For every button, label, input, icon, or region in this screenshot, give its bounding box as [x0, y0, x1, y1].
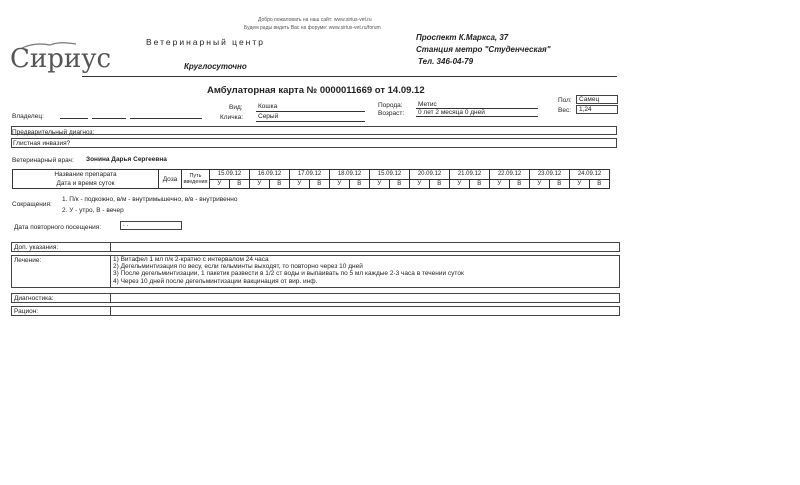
- nickname-label: Кличка:: [220, 114, 244, 121]
- col-route-header: Путь введения: [182, 170, 210, 189]
- diagnosis-label: Предварительный диагноз:: [12, 129, 95, 136]
- abbreviations-label: Сокращения:: [12, 201, 52, 208]
- morning-cell: У: [530, 179, 550, 189]
- date-header-6: 21.09.12: [450, 170, 490, 180]
- col-drug-header: [13, 170, 159, 189]
- morning-cell: У: [210, 179, 230, 189]
- morning-cell: У: [490, 179, 510, 189]
- date-header-8: 23.09.12: [530, 170, 570, 180]
- weight-box: [576, 105, 618, 114]
- morning-cell: У: [290, 179, 310, 189]
- diagnostics-label: Диагностика:: [14, 295, 54, 302]
- date-header-7: 22.09.12: [490, 170, 530, 180]
- logo-text: Сириус: [10, 44, 112, 74]
- evening-cell: В: [309, 179, 329, 189]
- sex-value: Самец: [579, 96, 600, 103]
- clinic-metro: Станция метро "Студенческая": [416, 45, 551, 54]
- evening-cell: В: [429, 179, 449, 189]
- weight-value: 1,24: [579, 106, 592, 113]
- morning-cell: У: [450, 179, 470, 189]
- schedule-table: [12, 169, 610, 189]
- evening-cell: В: [349, 179, 369, 189]
- breed-value: Метис: [418, 101, 437, 108]
- date-header-2: 17.09.12: [290, 170, 330, 180]
- treatment-label: Лечение:: [14, 257, 42, 264]
- age-line: [416, 116, 538, 117]
- treatment-row: [11, 255, 620, 288]
- sex-label: Пол:: [558, 97, 572, 104]
- evening-cell: В: [389, 179, 409, 189]
- morning-cell: У: [410, 179, 430, 189]
- species-line: [256, 111, 365, 112]
- morning-cell: У: [250, 179, 270, 189]
- abbreviation-1: 1. П/к - подкожно, в/м - внутримышечно, в/в - внутривенно: [62, 196, 238, 203]
- site-notice: Добро пожаловать на наш сайт: www.sirius-vet.ru: [258, 17, 372, 23]
- doctor-label: Ветеринарный врач:: [12, 157, 74, 164]
- revisit-value: . .: [123, 221, 129, 228]
- diet-separator: [110, 307, 111, 315]
- clinic-hours: Круглосуточно: [184, 62, 247, 71]
- diagnosis-value: Глистная инвазия?: [13, 140, 71, 147]
- col-drug-label: Название препарата: [54, 171, 117, 178]
- evening-cell: В: [509, 179, 529, 189]
- extra-notes-row: [11, 242, 620, 252]
- forum-notice: Будем рады видеть Вас на форуме: www.sirius-vet.ru/forum: [244, 25, 381, 31]
- treatment-line-3: 3) После дегельминтизации, 1 пакетик развести в 1/2 ст воды и выпаивать по 5 мл каждые 2-3 часа в течении суток: [113, 270, 464, 277]
- diagnosis-top-box: [11, 126, 617, 135]
- treatment-line-2: 2) Дегельминтизация по весу, если гельминты выходят, то повторно через 10 дней: [113, 263, 363, 270]
- date-header-3: 18.09.12: [330, 170, 370, 180]
- extra-notes-label: Доп. указания:: [14, 244, 59, 251]
- extra-notes-separator: [110, 243, 111, 251]
- col-dose-header: Доза: [159, 170, 182, 189]
- header-divider: [82, 76, 617, 77]
- age-value: 0 лет 2 месяца 0 дней: [418, 109, 485, 116]
- treatment-separator: [110, 256, 111, 287]
- morning-cell: У: [370, 179, 390, 189]
- weight-label: Вес:: [558, 107, 572, 114]
- sex-box: [576, 95, 618, 104]
- evening-cell: В: [589, 179, 609, 189]
- age-label: Возраст:: [378, 110, 405, 117]
- species-value: Кошка: [258, 103, 278, 110]
- revisit-box: [120, 221, 182, 230]
- col-datetime-label: Дата и время суток: [56, 180, 115, 187]
- revisit-label: Дата повторного посещения:: [14, 224, 102, 231]
- species-label: Вид:: [229, 104, 243, 111]
- breed-label: Порода:: [378, 102, 403, 109]
- diet-label: Рацион:: [14, 308, 39, 315]
- owner-line-3: [130, 118, 202, 119]
- owner-line-1: [60, 118, 88, 119]
- clinic-address: Проспект К.Маркса, 37: [416, 33, 509, 42]
- evening-cell: В: [549, 179, 569, 189]
- card-title: Амбулаторная карта № 0000011669 от 14.09.12: [207, 85, 425, 96]
- diet-row: [11, 306, 620, 316]
- clinic-phone: Тел. 346-04-79: [418, 57, 474, 66]
- diagnostics-row: [11, 293, 620, 303]
- doctor-name: Зонина Дарья Сергеевна: [86, 156, 167, 163]
- owner-line-2: [92, 118, 126, 119]
- nickname-line: [256, 121, 365, 122]
- diagnosis-box: [11, 138, 617, 148]
- diagnostics-separator: [110, 294, 111, 302]
- treatment-line-1: 1) Витафел 1 мл п/к 2-кратно с интервалом 24 часа: [113, 256, 269, 263]
- evening-cell: В: [469, 179, 489, 189]
- date-header-1: 16.09.12: [250, 170, 290, 180]
- date-header-4: 15.09.12: [370, 170, 410, 180]
- owner-label: Владелец:: [12, 113, 44, 120]
- date-header-0: 15.09.12: [210, 170, 250, 180]
- morning-cell: У: [330, 179, 350, 189]
- abbreviation-2: 2. У - утро, В - вечер: [62, 207, 124, 214]
- morning-cell: У: [570, 179, 590, 189]
- evening-cell: В: [229, 179, 249, 189]
- evening-cell: В: [269, 179, 289, 189]
- clinic-name: Ветеринарный центр: [146, 37, 265, 47]
- nickname-value: Серый: [258, 113, 279, 120]
- date-header-5: 20.09.12: [410, 170, 450, 180]
- date-header-9: 24.09.12: [570, 170, 610, 180]
- treatment-line-4: 4) Через 10 дней после дегельминтизации вакцинация от вир. инф.: [113, 278, 318, 285]
